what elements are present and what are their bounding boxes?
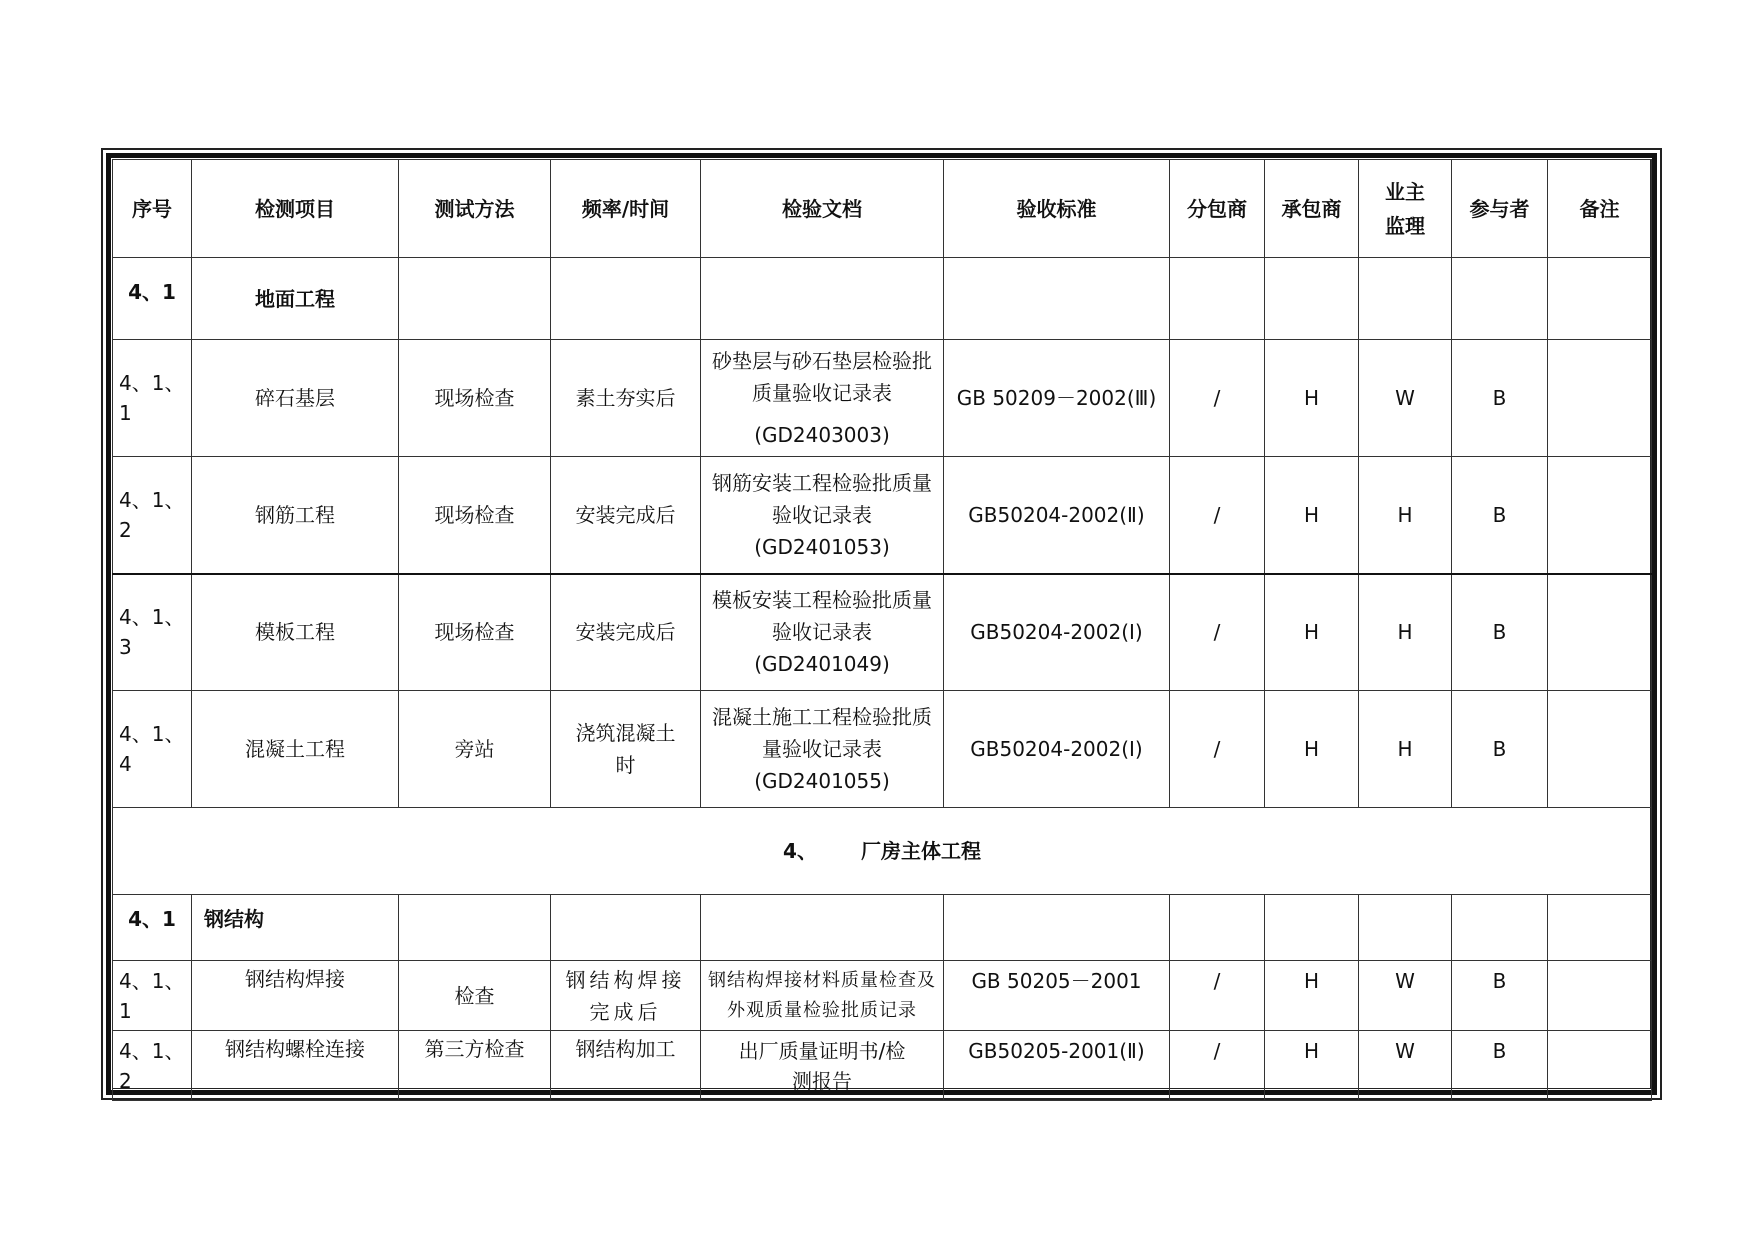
row-seq: 4、1、2 — [113, 457, 192, 574]
row-item: 钢结构焊接 — [192, 961, 399, 1031]
row-document: 混凝土施工工程检验批质量验收记录表 — [712, 705, 932, 761]
row-owner-supervision: H — [1359, 457, 1452, 574]
table-row — [113, 691, 1652, 808]
table-row — [113, 574, 1652, 691]
row-standard: GB50205-2001(Ⅱ) — [944, 1031, 1170, 1101]
header-subcontractor: 分包商 — [1170, 160, 1265, 258]
header-remarks: 备注 — [1548, 160, 1652, 258]
row-frequency: 安装完成后 — [551, 574, 701, 691]
header-owner-supervision: 业主监理 — [1359, 160, 1452, 258]
row-participant: B — [1452, 340, 1548, 457]
row-item: 混凝土工程 — [192, 691, 399, 808]
row-method: 现场检查 — [399, 574, 551, 691]
group-seq: 4、1 — [113, 895, 192, 961]
row-method: 第三方检查 — [399, 1031, 551, 1101]
empty-cell — [551, 895, 701, 961]
section-seq: 4、 — [783, 839, 817, 863]
row-item: 碎石基层 — [192, 340, 399, 457]
row-seq: 4、1、4 — [113, 691, 192, 808]
empty-cell — [1452, 258, 1548, 340]
group-row-steel-structure — [113, 895, 1652, 961]
row-participant: B — [1452, 1031, 1548, 1101]
empty-cell — [1170, 258, 1265, 340]
row-frequency: 浇筑混凝土时 — [551, 691, 701, 808]
empty-cell — [1265, 258, 1359, 340]
row-frequency: 素土夯实后 — [551, 340, 701, 457]
header-participant: 参与者 — [1452, 160, 1548, 258]
row-owner-supervision: W — [1359, 1031, 1452, 1101]
row-owner-supervision: W — [1359, 340, 1452, 457]
row-standard: GB50204-2002(Ⅰ) — [944, 574, 1170, 691]
row-method: 现场检查 — [399, 457, 551, 574]
empty-cell — [1359, 258, 1452, 340]
row-participant: B — [1452, 961, 1548, 1031]
row-subcontractor: / — [1170, 1031, 1265, 1101]
empty-cell — [1265, 895, 1359, 961]
empty-cell — [1548, 895, 1652, 961]
empty-cell — [551, 258, 701, 340]
row-remarks — [1548, 961, 1652, 1031]
empty-cell — [1548, 258, 1652, 340]
header-standard: 验收标准 — [944, 160, 1170, 258]
empty-cell — [701, 258, 944, 340]
row-seq: 4、1、2 — [113, 1031, 192, 1101]
empty-cell — [944, 258, 1170, 340]
row-seq: 4、1、1 — [113, 340, 192, 457]
row-remarks — [1548, 574, 1652, 691]
group-row-ground-works — [113, 258, 1652, 340]
row-subcontractor: / — [1170, 457, 1265, 574]
row-document-code: (GD2403003) — [754, 423, 890, 447]
row-document: 钢结构焊接材料质量检查及外观质量检验批质记录 — [701, 961, 944, 1031]
header-method: 测试方法 — [399, 160, 551, 258]
table-row — [113, 961, 1652, 1031]
row-subcontractor: / — [1170, 961, 1265, 1031]
row-method: 现场检查 — [399, 340, 551, 457]
empty-cell — [399, 258, 551, 340]
row-owner-supervision: W — [1359, 961, 1452, 1031]
row-item: 钢结构螺栓连接 — [192, 1031, 399, 1101]
row-remarks — [1548, 1031, 1652, 1101]
empty-cell — [1452, 895, 1548, 961]
row-standard: GB50204-2002(Ⅱ) — [944, 457, 1170, 574]
empty-cell — [1359, 895, 1452, 961]
group-seq: 4、1 — [113, 258, 192, 340]
row-document-cell — [701, 691, 944, 808]
row-frequency: 安装完成后 — [551, 457, 701, 574]
row-document: 模板安装工程检验批质量验收记录表 — [712, 588, 932, 645]
header-item: 检测项目 — [192, 160, 399, 258]
row-remarks — [1548, 340, 1652, 457]
table-row — [113, 340, 1652, 457]
row-remarks — [1548, 691, 1652, 808]
row-document: 钢筋安装工程检验批质量验收记录表 — [712, 470, 932, 527]
row-document: 砂垫层与砂石垫层检验批质量验收记录表 — [712, 349, 932, 405]
row-contractor: H — [1265, 340, 1359, 457]
header-contractor: 承包商 — [1265, 160, 1359, 258]
header-seq: 序号 — [113, 160, 192, 258]
section-title: 厂房主体工程 — [860, 839, 981, 863]
row-document-code: (GD2401053) — [754, 534, 890, 559]
row-item: 钢筋工程 — [192, 457, 399, 574]
row-contractor: H — [1265, 1031, 1359, 1101]
group-title: 地面工程 — [192, 258, 399, 340]
section-cell — [113, 808, 1652, 895]
row-method: 旁站 — [399, 691, 551, 808]
row-frequency: 钢结构焊接完成后 — [551, 961, 701, 1031]
row-seq: 4、1、3 — [113, 574, 192, 691]
empty-cell — [701, 895, 944, 961]
row-standard: GB 50209－2002(Ⅲ) — [944, 340, 1170, 457]
empty-cell — [399, 895, 551, 961]
row-subcontractor: / — [1170, 574, 1265, 691]
row-owner-supervision: H — [1359, 574, 1452, 691]
header-document: 检验文档 — [701, 160, 944, 258]
row-participant: B — [1452, 574, 1548, 691]
row-standard: GB50204-2002(Ⅰ) — [944, 691, 1170, 808]
row-item: 模板工程 — [192, 574, 399, 691]
row-seq: 4、1、1 — [113, 961, 192, 1031]
table-row — [113, 1031, 1652, 1101]
row-owner-supervision: H — [1359, 691, 1452, 808]
row-contractor: H — [1265, 574, 1359, 691]
row-document-code: (GD2401055) — [754, 769, 890, 793]
row-participant: B — [1452, 691, 1548, 808]
row-document-cell — [701, 457, 944, 574]
row-contractor: H — [1265, 691, 1359, 808]
row-document: 出厂质量证明书/检测报告 — [701, 1031, 944, 1101]
row-frequency: 钢结构加工 — [551, 1031, 701, 1101]
row-remarks — [1548, 457, 1652, 574]
row-contractor: H — [1265, 961, 1359, 1031]
group-title: 钢结构 — [192, 895, 399, 961]
section-row-main-building — [113, 808, 1652, 895]
row-subcontractor: / — [1170, 691, 1265, 808]
row-document-cell — [701, 574, 944, 691]
row-subcontractor: / — [1170, 340, 1265, 457]
empty-cell — [944, 895, 1170, 961]
table-row — [113, 457, 1652, 574]
row-document-cell — [701, 340, 944, 457]
empty-cell — [1170, 895, 1265, 961]
row-contractor: H — [1265, 457, 1359, 574]
inspection-plan-table — [112, 159, 1652, 1101]
row-document-code: (GD2401049) — [754, 652, 890, 677]
table-header-row — [113, 160, 1652, 258]
row-participant: B — [1452, 457, 1548, 574]
row-method: 检查 — [399, 961, 551, 1031]
header-frequency: 频率/时间 — [551, 160, 701, 258]
row-standard: GB 50205－2001 — [944, 961, 1170, 1031]
